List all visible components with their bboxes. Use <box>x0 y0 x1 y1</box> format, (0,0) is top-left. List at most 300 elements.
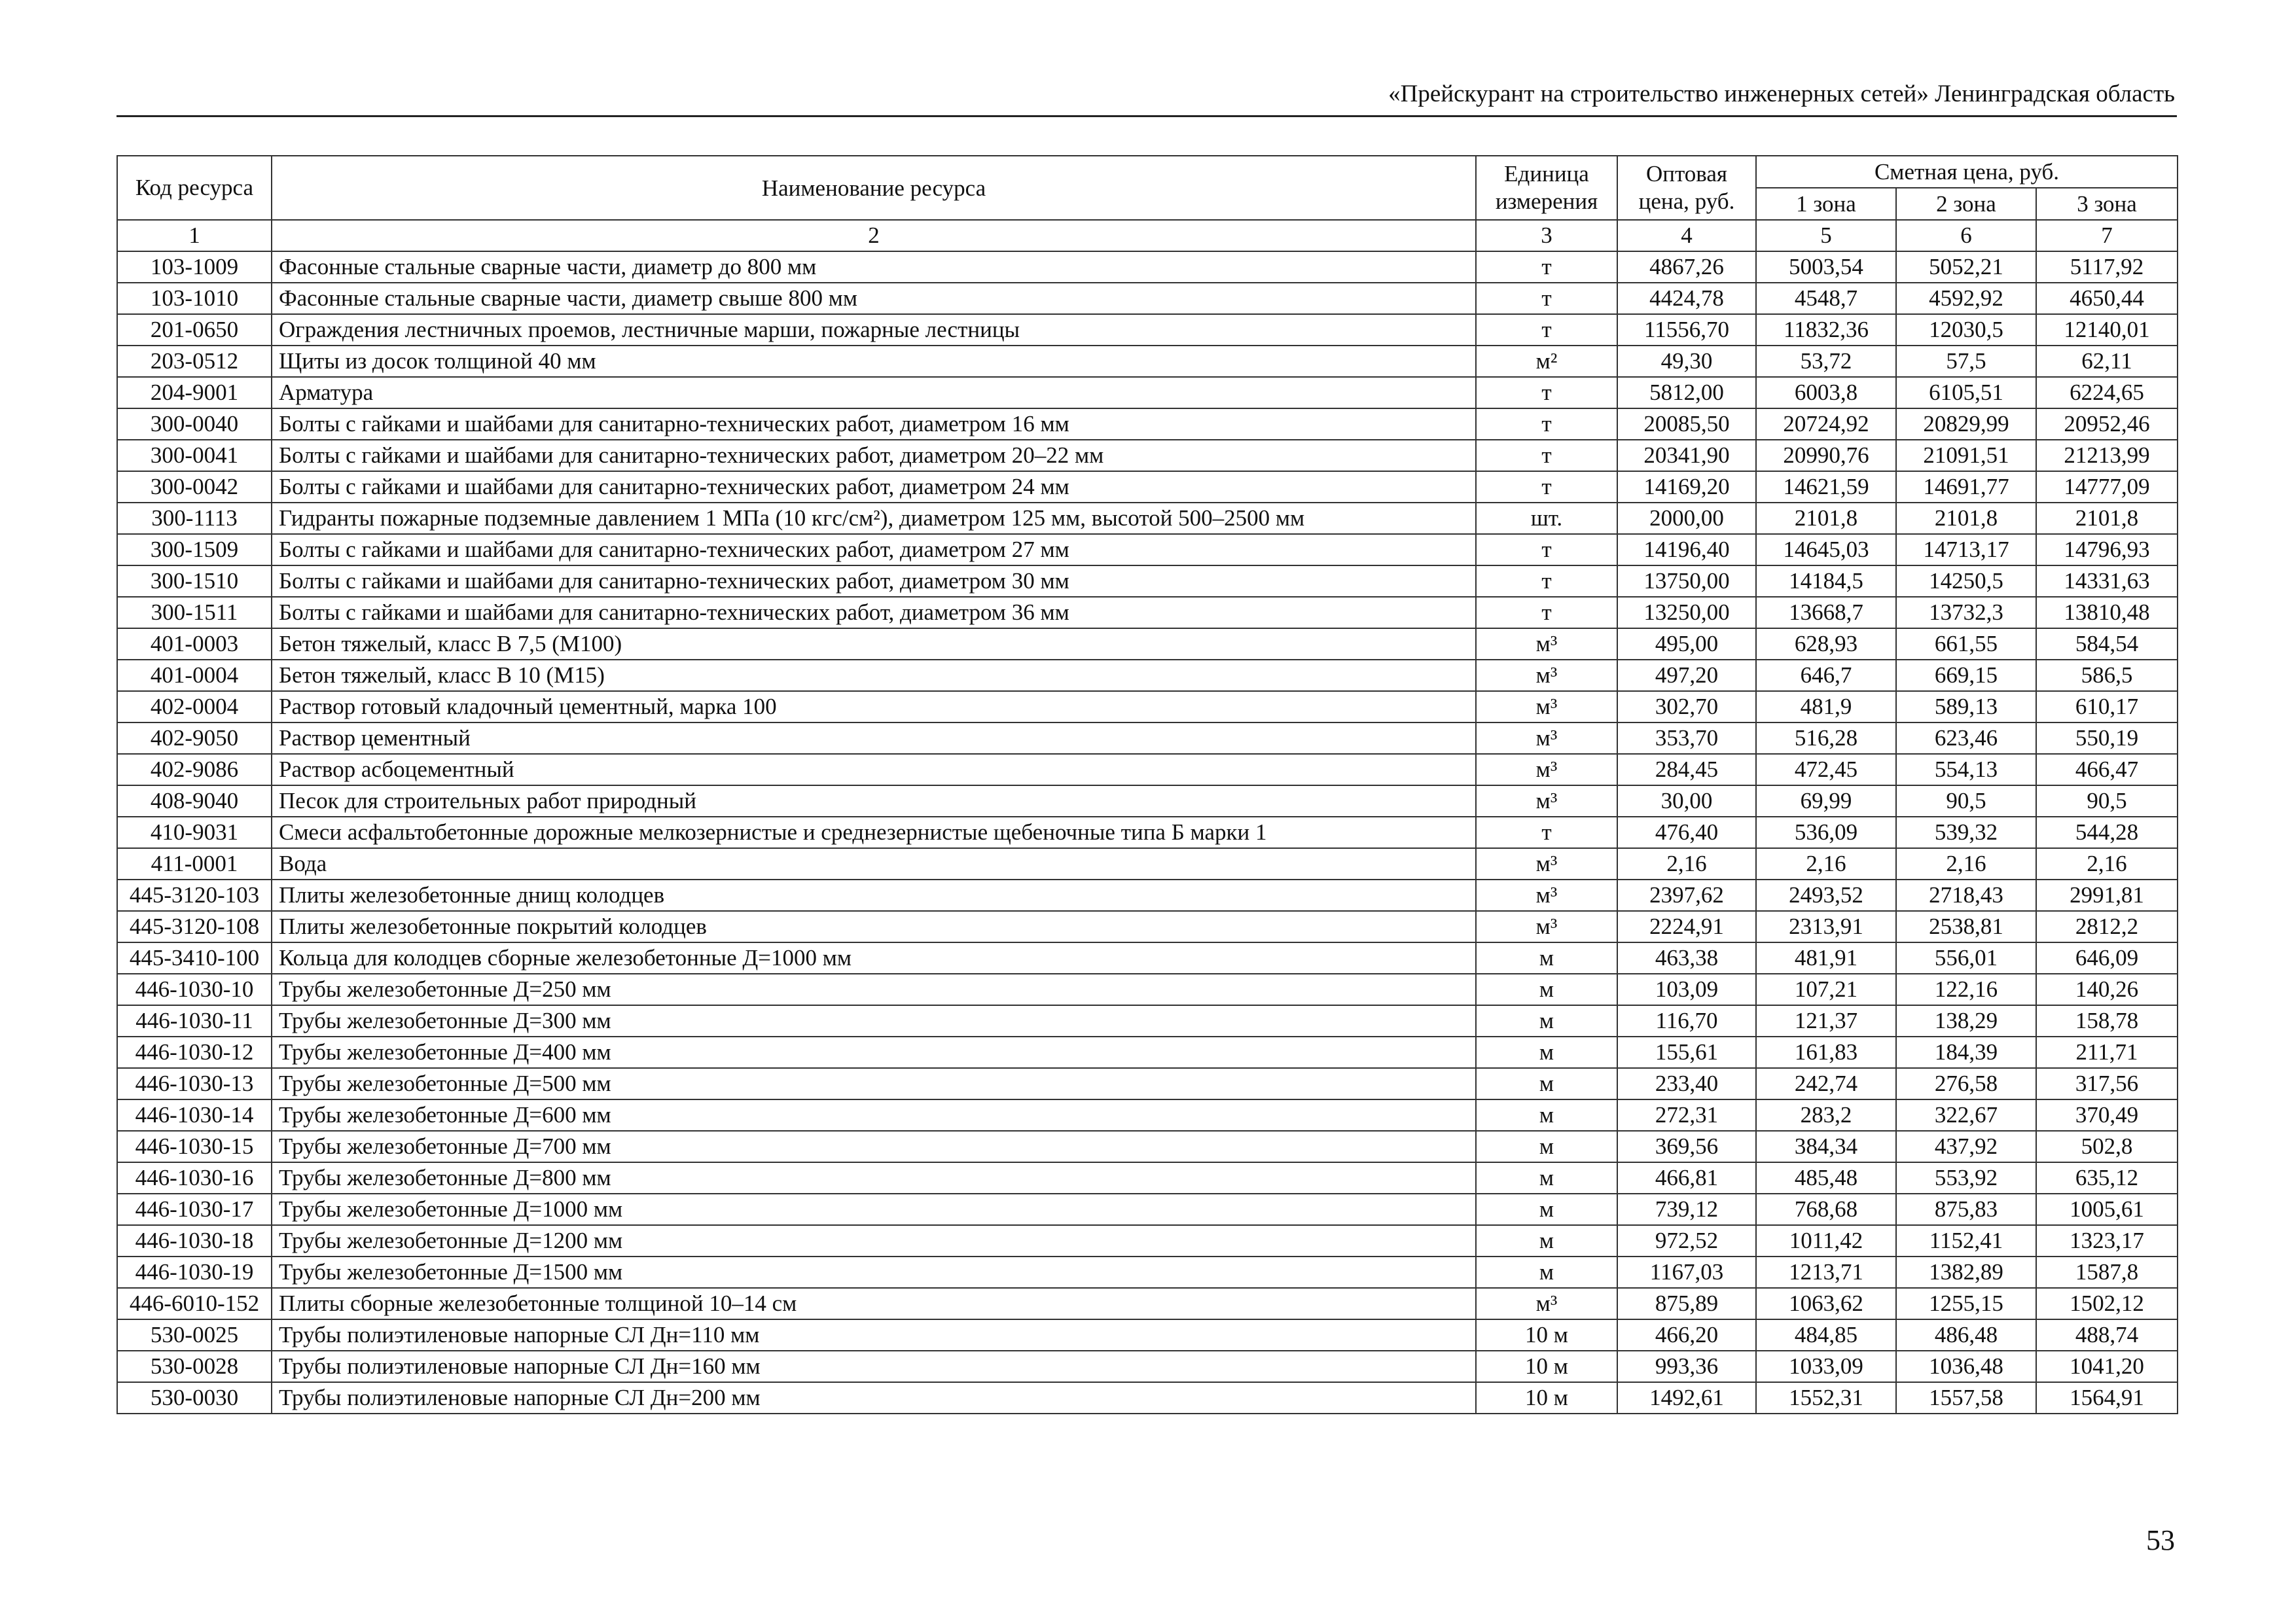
wholesale-price-cell: 233,40 <box>1617 1068 1756 1099</box>
header-code-label: Код ресурса <box>135 175 254 200</box>
wholesale-price-cell: 272,31 <box>1617 1099 1756 1131</box>
zone-3-price-cell: 13810,48 <box>2036 597 2178 628</box>
zone-2-price-cell: 2101,8 <box>1896 503 2036 534</box>
unit-cell: т <box>1476 817 1617 848</box>
unit-cell: м³ <box>1476 880 1617 911</box>
table-row <box>117 1351 2178 1382</box>
wholesale-price-cell: 4424,78 <box>1617 283 1756 314</box>
resource-name-cell: Раствор цементный <box>272 722 1476 754</box>
resource-name-cell: Плиты железобетонные днищ колодцев <box>272 880 1476 911</box>
zone-3-price-cell: 4650,44 <box>2036 283 2178 314</box>
table-row <box>117 377 2178 408</box>
unit-cell: 10 м <box>1476 1319 1617 1351</box>
unit-cell: м³ <box>1476 628 1617 660</box>
table-row <box>117 754 2178 785</box>
wholesale-price-cell: 302,70 <box>1617 691 1756 722</box>
wholesale-price-cell: 1167,03 <box>1617 1257 1756 1288</box>
zone-3-price-cell: 14796,93 <box>2036 534 2178 565</box>
resource-code-cell: 445-3120-108 <box>117 911 272 942</box>
zone-2-price-cell: 1255,15 <box>1896 1288 2036 1319</box>
zone-3-price-cell: 544,28 <box>2036 817 2178 848</box>
zone-1-price-cell: 628,93 <box>1756 628 1896 660</box>
zone-1-price-cell: 485,48 <box>1756 1162 1896 1194</box>
zone-3-price-cell: 158,78 <box>2036 1005 2178 1037</box>
wholesale-price-cell: 463,38 <box>1617 942 1756 974</box>
zone-3-price-cell: 2,16 <box>2036 848 2178 880</box>
zone-3-price-cell: 140,26 <box>2036 974 2178 1005</box>
table-row <box>117 974 2178 1005</box>
zone-1-price-cell: 481,91 <box>1756 942 1896 974</box>
zone-1-price-cell: 107,21 <box>1756 974 1896 1005</box>
zone-1-price-cell: 2101,8 <box>1756 503 1896 534</box>
unit-cell: м <box>1476 1257 1617 1288</box>
table-row <box>117 911 2178 942</box>
zone-3-price-cell: 1502,12 <box>2036 1288 2178 1319</box>
unit-cell: т <box>1476 534 1617 565</box>
resource-code-cell: 103-1009 <box>117 251 272 283</box>
resource-code-cell: 300-1113 <box>117 503 272 534</box>
unit-cell: м³ <box>1476 754 1617 785</box>
column-number: 4 <box>1617 220 1756 251</box>
zone-1-price-cell: 472,45 <box>1756 754 1896 785</box>
table-row <box>117 628 2178 660</box>
resource-code-cell: 446-1030-18 <box>117 1225 272 1257</box>
zone-2-price-cell: 6105,51 <box>1896 377 2036 408</box>
zone-2-price-cell: 554,13 <box>1896 754 2036 785</box>
table-row <box>117 1225 2178 1257</box>
zone-2-price-cell: 13732,3 <box>1896 597 2036 628</box>
unit-cell: м <box>1476 974 1617 1005</box>
table-row <box>117 440 2178 471</box>
column-number: 7 <box>2036 220 2178 251</box>
resource-code-cell: 103-1010 <box>117 283 272 314</box>
unit-cell: м <box>1476 1225 1617 1257</box>
table-row <box>117 880 2178 911</box>
zone-1-price-cell: 1063,62 <box>1756 1288 1896 1319</box>
resource-name-cell: Болты с гайками и шайбами для санитарно-технических работ, диаметром 36 мм <box>272 597 1476 628</box>
unit-cell: м³ <box>1476 911 1617 942</box>
zone-2-price-cell: 20829,99 <box>1896 408 2036 440</box>
zone-1-price-cell: 1011,42 <box>1756 1225 1896 1257</box>
unit-cell: т <box>1476 408 1617 440</box>
resource-name-cell: Трубы полиэтиленовые напорные СЛ Дн=200 мм <box>272 1382 1476 1414</box>
resource-code-cell: 402-0004 <box>117 691 272 722</box>
table-row <box>117 471 2178 503</box>
wholesale-price-cell: 284,45 <box>1617 754 1756 785</box>
zone-3-price-cell: 14331,63 <box>2036 565 2178 597</box>
wholesale-price-cell: 11556,70 <box>1617 314 1756 346</box>
unit-cell: 10 м <box>1476 1351 1617 1382</box>
price-table <box>117 155 2178 1414</box>
resource-code-cell: 408-9040 <box>117 785 272 817</box>
zone-2-price-cell: 1152,41 <box>1896 1225 2036 1257</box>
zone-2-price-cell: 875,83 <box>1896 1194 2036 1225</box>
table-row <box>117 565 2178 597</box>
unit-cell: м³ <box>1476 722 1617 754</box>
zone-2-price-cell: 539,32 <box>1896 817 2036 848</box>
header-unit <box>1476 156 1617 220</box>
wholesale-price-cell: 466,81 <box>1617 1162 1756 1194</box>
resource-code-cell: 445-3410-100 <box>117 942 272 974</box>
unit-cell: м <box>1476 1194 1617 1225</box>
zone-3-price-cell: 586,5 <box>2036 660 2178 691</box>
table-row <box>117 848 2178 880</box>
resource-name-cell: Щиты из досок толщиной 40 мм <box>272 346 1476 377</box>
resource-name-cell: Фасонные стальные сварные части, диаметр свыше 800 мм <box>272 283 1476 314</box>
wholesale-price-cell: 2000,00 <box>1617 503 1756 534</box>
wholesale-price-cell: 466,20 <box>1617 1319 1756 1351</box>
resource-code-cell: 201-0650 <box>117 314 272 346</box>
wholesale-price-cell: 14196,40 <box>1617 534 1756 565</box>
table-row <box>117 1037 2178 1068</box>
zone-3-price-cell: 6224,65 <box>2036 377 2178 408</box>
zone-2-price-cell: 669,15 <box>1896 660 2036 691</box>
wholesale-price-cell: 2224,91 <box>1617 911 1756 942</box>
resource-code-cell: 530-0030 <box>117 1382 272 1414</box>
resource-name-cell: Трубы железобетонные Д=800 мм <box>272 1162 1476 1194</box>
resource-name-cell: Песок для строительных работ природный <box>272 785 1476 817</box>
zone-3-price-cell: 14777,09 <box>2036 471 2178 503</box>
table-row <box>117 722 2178 754</box>
zone-3-price-cell: 1564,91 <box>2036 1382 2178 1414</box>
wholesale-price-cell: 875,89 <box>1617 1288 1756 1319</box>
wholesale-price-cell: 476,40 <box>1617 817 1756 848</box>
zone-2-price-cell: 138,29 <box>1896 1005 2036 1037</box>
zone-2-price-cell: 14691,77 <box>1896 471 2036 503</box>
wholesale-price-cell: 30,00 <box>1617 785 1756 817</box>
resource-code-cell: 300-1510 <box>117 565 272 597</box>
column-number-row <box>117 220 2178 251</box>
zone-2-price-cell: 1557,58 <box>1896 1382 2036 1414</box>
zone-1-price-cell: 69,99 <box>1756 785 1896 817</box>
resource-code-cell: 446-6010-152 <box>117 1288 272 1319</box>
zone-1-price-cell: 1552,31 <box>1756 1382 1896 1414</box>
resource-code-cell: 402-9086 <box>117 754 272 785</box>
resource-name-cell: Трубы железобетонные Д=700 мм <box>272 1131 1476 1162</box>
zone-2-price-cell: 12030,5 <box>1896 314 2036 346</box>
resource-name-cell: Раствор готовый кладочный цементный, марка 100 <box>272 691 1476 722</box>
zone-2-price-cell: 661,55 <box>1896 628 2036 660</box>
table-row <box>117 1194 2178 1225</box>
table-row <box>117 597 2178 628</box>
document-header-title: «Прейскурант на строительство инженерных сетей» Ленинградская область <box>1388 80 2175 107</box>
resource-name-cell: Болты с гайками и шайбами для санитарно-технических работ, диаметром 30 мм <box>272 565 1476 597</box>
table-row <box>117 1257 2178 1288</box>
resource-name-cell: Трубы железобетонные Д=1200 мм <box>272 1225 1476 1257</box>
wholesale-price-cell: 353,70 <box>1617 722 1756 754</box>
zone-2-price-cell: 276,58 <box>1896 1068 2036 1099</box>
unit-cell: м <box>1476 942 1617 974</box>
zone-1-price-cell: 121,37 <box>1756 1005 1896 1037</box>
zone-3-price-cell: 5117,92 <box>2036 251 2178 283</box>
zone-2-price-cell: 57,5 <box>1896 346 2036 377</box>
column-number: 6 <box>1896 220 2036 251</box>
unit-cell: т <box>1476 471 1617 503</box>
zone-3-price-cell: 370,49 <box>2036 1099 2178 1131</box>
column-number: 3 <box>1476 220 1617 251</box>
resource-name-cell: Трубы полиэтиленовые напорные СЛ Дн=110 мм <box>272 1319 1476 1351</box>
zone-1-price-cell: 481,9 <box>1756 691 1896 722</box>
wholesale-price-cell: 2397,62 <box>1617 880 1756 911</box>
wholesale-price-cell: 993,36 <box>1617 1351 1756 1382</box>
resource-code-cell: 446-1030-10 <box>117 974 272 1005</box>
resource-name-cell: Трубы железобетонные Д=600 мм <box>272 1099 1476 1131</box>
unit-cell: м <box>1476 1037 1617 1068</box>
unit-cell: т <box>1476 283 1617 314</box>
resource-code-cell: 300-0040 <box>117 408 272 440</box>
resource-code-cell: 300-0042 <box>117 471 272 503</box>
resource-name-cell: Трубы железобетонные Д=400 мм <box>272 1037 1476 1068</box>
resource-name-cell: Трубы полиэтиленовые напорные СЛ Дн=160 мм <box>272 1351 1476 1382</box>
zone-1-price-cell: 20990,76 <box>1756 440 1896 471</box>
unit-cell: м³ <box>1476 848 1617 880</box>
zone-3-price-cell: 550,19 <box>2036 722 2178 754</box>
zone-1-price-cell: 2493,52 <box>1756 880 1896 911</box>
resource-code-cell: 446-1030-17 <box>117 1194 272 1225</box>
resource-code-cell: 300-0041 <box>117 440 272 471</box>
resource-name-cell: Фасонные стальные сварные части, диаметр до 800 мм <box>272 251 1476 283</box>
resource-code-cell: 446-1030-19 <box>117 1257 272 1288</box>
header-wholesale-label: Оптовая цена, руб. <box>1638 161 1735 214</box>
resource-code-cell: 446-1030-12 <box>117 1037 272 1068</box>
resource-code-cell: 300-1509 <box>117 534 272 565</box>
header-zone-3: 3 зона <box>2036 188 2178 220</box>
table-row <box>117 408 2178 440</box>
zone-3-price-cell: 2101,8 <box>2036 503 2178 534</box>
zone-1-price-cell: 646,7 <box>1756 660 1896 691</box>
resource-code-cell: 401-0003 <box>117 628 272 660</box>
resource-name-cell: Трубы железобетонные Д=1000 мм <box>272 1194 1476 1225</box>
zone-1-price-cell: 1213,71 <box>1756 1257 1896 1288</box>
zone-3-price-cell: 1005,61 <box>2036 1194 2178 1225</box>
table-row <box>117 1005 2178 1037</box>
resource-name-cell: Трубы железобетонные Д=300 мм <box>272 1005 1476 1037</box>
zone-1-price-cell: 5003,54 <box>1756 251 1896 283</box>
zone-1-price-cell: 384,34 <box>1756 1131 1896 1162</box>
zone-2-price-cell: 486,48 <box>1896 1319 2036 1351</box>
table-row <box>117 942 2178 974</box>
resource-code-cell: 446-1030-11 <box>117 1005 272 1037</box>
resource-code-cell: 410-9031 <box>117 817 272 848</box>
resource-code-cell: 530-0025 <box>117 1319 272 1351</box>
zone-3-price-cell: 584,54 <box>2036 628 2178 660</box>
zone-2-price-cell: 14250,5 <box>1896 565 2036 597</box>
resource-code-cell: 446-1030-13 <box>117 1068 272 1099</box>
wholesale-price-cell: 369,56 <box>1617 1131 1756 1162</box>
zone-2-price-cell: 437,92 <box>1896 1131 2036 1162</box>
table-row <box>117 283 2178 314</box>
zone-1-price-cell: 11832,36 <box>1756 314 1896 346</box>
wholesale-price-cell: 5812,00 <box>1617 377 1756 408</box>
table-row <box>117 534 2178 565</box>
column-number: 2 <box>272 220 1476 251</box>
wholesale-price-cell: 495,00 <box>1617 628 1756 660</box>
table-row <box>117 1382 2178 1414</box>
resource-name-cell: Болты с гайками и шайбами для санитарно-технических работ, диаметром 27 мм <box>272 534 1476 565</box>
zone-1-price-cell: 768,68 <box>1756 1194 1896 1225</box>
header-unit-label: Единица измерения <box>1495 161 1598 214</box>
unit-cell: м <box>1476 1162 1617 1194</box>
zone-3-price-cell: 1041,20 <box>2036 1351 2178 1382</box>
table-row <box>117 691 2178 722</box>
zone-2-price-cell: 5052,21 <box>1896 251 2036 283</box>
unit-cell: м <box>1476 1099 1617 1131</box>
wholesale-price-cell: 13250,00 <box>1617 597 1756 628</box>
header-name: Наименование ресурса <box>272 156 1476 220</box>
resource-code-cell: 445-3120-103 <box>117 880 272 911</box>
column-number: 5 <box>1756 220 1896 251</box>
unit-cell: м <box>1476 1068 1617 1099</box>
zone-3-price-cell: 2991,81 <box>2036 880 2178 911</box>
header-estimate: Сметная цена, руб. <box>1756 156 2178 188</box>
zone-3-price-cell: 610,17 <box>2036 691 2178 722</box>
unit-cell: 10 м <box>1476 1382 1617 1414</box>
wholesale-price-cell: 972,52 <box>1617 1225 1756 1257</box>
zone-3-price-cell: 466,47 <box>2036 754 2178 785</box>
wholesale-price-cell: 2,16 <box>1617 848 1756 880</box>
resource-code-cell: 300-1511 <box>117 597 272 628</box>
unit-cell: м <box>1476 1005 1617 1037</box>
header-zone-1: 1 зона <box>1756 188 1896 220</box>
resource-code-cell: 530-0028 <box>117 1351 272 1382</box>
zone-3-price-cell: 12140,01 <box>2036 314 2178 346</box>
resource-code-cell: 402-9050 <box>117 722 272 754</box>
wholesale-price-cell: 20341,90 <box>1617 440 1756 471</box>
table-row <box>117 785 2178 817</box>
table-row <box>117 817 2178 848</box>
zone-1-price-cell: 2313,91 <box>1756 911 1896 942</box>
zone-3-price-cell: 488,74 <box>2036 1319 2178 1351</box>
zone-1-price-cell: 242,74 <box>1756 1068 1896 1099</box>
zone-2-price-cell: 14713,17 <box>1896 534 2036 565</box>
column-number: 1 <box>117 220 272 251</box>
zone-2-price-cell: 322,67 <box>1896 1099 2036 1131</box>
unit-cell: т <box>1476 314 1617 346</box>
resource-name-cell: Трубы железобетонные Д=500 мм <box>272 1068 1476 1099</box>
zone-3-price-cell: 1587,8 <box>2036 1257 2178 1288</box>
table-row <box>117 1068 2178 1099</box>
zone-2-price-cell: 2538,81 <box>1896 911 2036 942</box>
zone-2-price-cell: 2718,43 <box>1896 880 2036 911</box>
unit-cell: т <box>1476 565 1617 597</box>
table-row <box>117 346 2178 377</box>
table-row <box>117 1288 2178 1319</box>
table-row <box>117 1319 2178 1351</box>
resource-name-cell: Болты с гайками и шайбами для санитарно-технических работ, диаметром 16 мм <box>272 408 1476 440</box>
wholesale-price-cell: 155,61 <box>1617 1037 1756 1068</box>
zone-1-price-cell: 161,83 <box>1756 1037 1896 1068</box>
zone-2-price-cell: 1036,48 <box>1896 1351 2036 1382</box>
table-row <box>117 251 2178 283</box>
zone-1-price-cell: 14184,5 <box>1756 565 1896 597</box>
wholesale-price-cell: 20085,50 <box>1617 408 1756 440</box>
zone-2-price-cell: 623,46 <box>1896 722 2036 754</box>
unit-cell: м <box>1476 1131 1617 1162</box>
zone-1-price-cell: 484,85 <box>1756 1319 1896 1351</box>
zone-2-price-cell: 21091,51 <box>1896 440 2036 471</box>
zone-2-price-cell: 553,92 <box>1896 1162 2036 1194</box>
zone-1-price-cell: 516,28 <box>1756 722 1896 754</box>
zone-1-price-cell: 14645,03 <box>1756 534 1896 565</box>
resource-name-cell: Болты с гайками и шайбами для санитарно-технических работ, диаметром 24 мм <box>272 471 1476 503</box>
unit-cell: т <box>1476 251 1617 283</box>
zone-1-price-cell: 2,16 <box>1756 848 1896 880</box>
unit-cell: м² <box>1476 346 1617 377</box>
zone-3-price-cell: 635,12 <box>2036 1162 2178 1194</box>
resource-name-cell: Вода <box>272 848 1476 880</box>
zone-3-price-cell: 317,56 <box>2036 1068 2178 1099</box>
table-row <box>117 1131 2178 1162</box>
zone-1-price-cell: 536,09 <box>1756 817 1896 848</box>
unit-cell: м³ <box>1476 1288 1617 1319</box>
zone-2-price-cell: 589,13 <box>1896 691 2036 722</box>
resource-code-cell: 204-9001 <box>117 377 272 408</box>
resource-name-cell: Плиты сборные железобетонные толщиной 10–14 см <box>272 1288 1476 1319</box>
unit-cell: м³ <box>1476 785 1617 817</box>
header-divider <box>117 115 2177 117</box>
unit-cell: т <box>1476 440 1617 471</box>
unit-cell: т <box>1476 377 1617 408</box>
resource-name-cell: Бетон тяжелый, класс В 7,5 (М100) <box>272 628 1476 660</box>
zone-2-price-cell: 4592,92 <box>1896 283 2036 314</box>
unit-cell: м³ <box>1476 691 1617 722</box>
zone-2-price-cell: 556,01 <box>1896 942 2036 974</box>
zone-1-price-cell: 14621,59 <box>1756 471 1896 503</box>
header-zone-2: 2 зона <box>1896 188 2036 220</box>
resource-name-cell: Трубы железобетонные Д=1500 мм <box>272 1257 1476 1288</box>
zone-2-price-cell: 122,16 <box>1896 974 2036 1005</box>
header-wholesale <box>1617 156 1756 220</box>
wholesale-price-cell: 4867,26 <box>1617 251 1756 283</box>
table-row <box>117 314 2178 346</box>
zone-3-price-cell: 90,5 <box>2036 785 2178 817</box>
table-row <box>117 1162 2178 1194</box>
zone-1-price-cell: 4548,7 <box>1756 283 1896 314</box>
wholesale-price-cell: 13750,00 <box>1617 565 1756 597</box>
wholesale-price-cell: 739,12 <box>1617 1194 1756 1225</box>
resource-code-cell: 446-1030-15 <box>117 1131 272 1162</box>
unit-cell: т <box>1476 597 1617 628</box>
resource-name-cell: Арматура <box>272 377 1476 408</box>
zone-1-price-cell: 20724,92 <box>1756 408 1896 440</box>
zone-2-price-cell: 184,39 <box>1896 1037 2036 1068</box>
resource-name-cell: Болты с гайками и шайбами для санитарно-технических работ, диаметром 20–22 мм <box>272 440 1476 471</box>
resource-name-cell: Смеси асфальтобетонные дорожные мелкозернистые и среднезернистые щебеночные типа Б марки 1 <box>272 817 1476 848</box>
wholesale-price-cell: 1492,61 <box>1617 1382 1756 1414</box>
resource-name-cell: Раствор асбоцементный <box>272 754 1476 785</box>
wholesale-price-cell: 49,30 <box>1617 346 1756 377</box>
resource-name-cell: Ограждения лестничных проемов, лестничные марши, пожарные лестницы <box>272 314 1476 346</box>
zone-3-price-cell: 1323,17 <box>2036 1225 2178 1257</box>
zone-2-price-cell: 90,5 <box>1896 785 2036 817</box>
zone-2-price-cell: 2,16 <box>1896 848 2036 880</box>
zone-3-price-cell: 646,09 <box>2036 942 2178 974</box>
zone-3-price-cell: 2812,2 <box>2036 911 2178 942</box>
resource-name-cell: Трубы железобетонные Д=250 мм <box>272 974 1476 1005</box>
table-row <box>117 1099 2178 1131</box>
resource-name-cell: Кольца для колодцев сборные железобетонные Д=1000 мм <box>272 942 1476 974</box>
table-row <box>117 503 2178 534</box>
unit-cell: м³ <box>1476 660 1617 691</box>
zone-3-price-cell: 20952,46 <box>2036 408 2178 440</box>
zone-1-price-cell: 6003,8 <box>1756 377 1896 408</box>
zone-1-price-cell: 283,2 <box>1756 1099 1896 1131</box>
zone-1-price-cell: 53,72 <box>1756 346 1896 377</box>
resource-name-cell: Плиты железобетонные покрытий колодцев <box>272 911 1476 942</box>
zone-1-price-cell: 1033,09 <box>1756 1351 1896 1382</box>
resource-name-cell: Бетон тяжелый, класс В 10 (М15) <box>272 660 1476 691</box>
resource-code-cell: 446-1030-14 <box>117 1099 272 1131</box>
